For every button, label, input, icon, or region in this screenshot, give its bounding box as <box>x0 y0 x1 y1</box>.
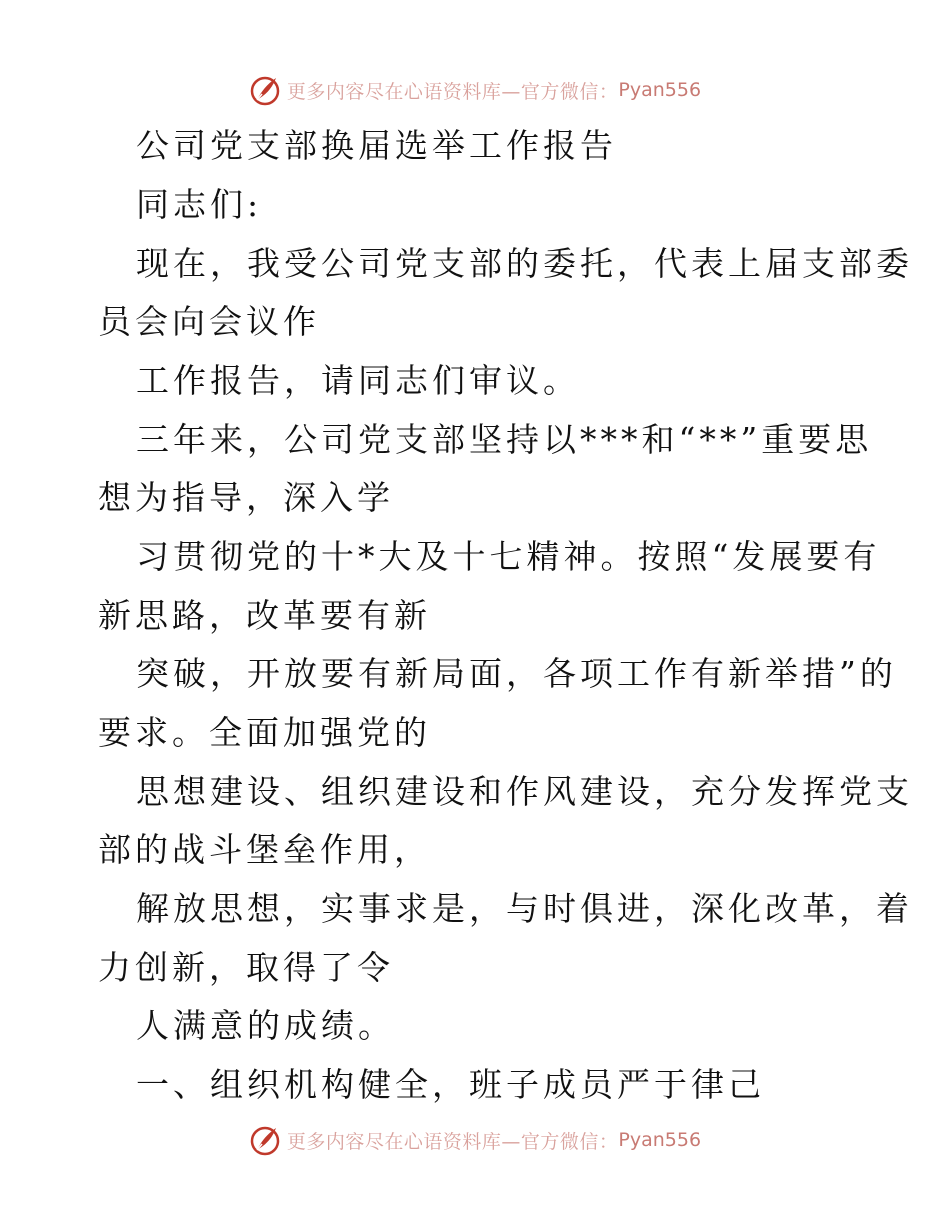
quill-logo-icon <box>249 1124 281 1156</box>
paragraph-line: 员会向会议作 <box>98 302 320 341</box>
paragraph-line: 习贯彻党的十*大及十七精神。按照“发展要有 <box>136 537 881 576</box>
paragraph-line: 突破，开放要有新局面，各项工作有新举措”的 <box>136 654 897 693</box>
paragraph-line: 现在，我受公司党支部的委托，代表上届支部委 <box>136 244 913 283</box>
footer-watermark <box>0 1120 950 1160</box>
paragraph-line: 人满意的成绩。 <box>136 1006 395 1045</box>
paragraph-line: 思想建设、组织建设和作风建设，充分发挥党支 <box>136 772 913 811</box>
watermark-text: 更多内容尽在心语资料库—官方微信： <box>286 1130 619 1153</box>
section-heading: 一、组织机构健全，班子成员严于律己 <box>136 1065 765 1104</box>
watermark-handle: Pyan556 <box>618 79 702 101</box>
paragraph-line: 三年来，公司党支部坚持以***和“**”重要思 <box>136 420 873 459</box>
watermark-handle: Pyan556 <box>618 1129 702 1151</box>
watermark-text: 更多内容尽在心语资料库—官方微信： <box>286 80 619 103</box>
paragraph-line: 解放思想，实事求是，与时俱进，深化改革，着 <box>136 889 913 928</box>
paragraph-line: 工作报告，请同志们审议。 <box>136 361 580 400</box>
document-title: 公司党支部换届选举工作报告 <box>136 126 617 165</box>
salutation: 同志们: <box>136 185 263 224</box>
paragraph-line: 新思路，改革要有新 <box>98 596 431 635</box>
paragraph-line: 力创新，取得了令 <box>98 948 394 987</box>
paragraph-line: 要求。全面加强党的 <box>98 713 431 752</box>
paragraph-line: 想为指导，深入学 <box>98 478 394 517</box>
paragraph-line: 部的战斗堡垒作用， <box>98 830 431 869</box>
